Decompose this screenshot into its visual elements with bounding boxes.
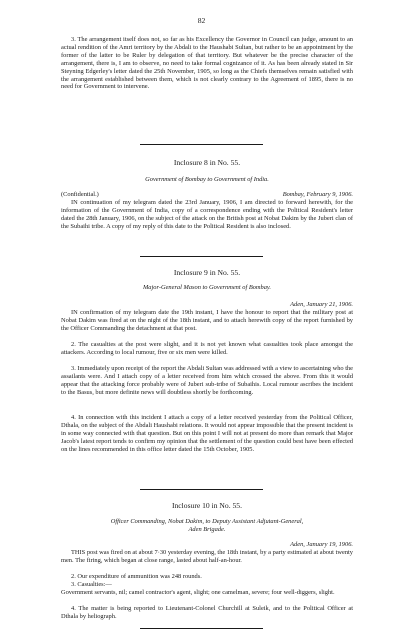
inclosure-9-paragraph-1: IN confirmation of my telegram date the 19th instant, I have the honour to report that the military post at Nobat Dakim was fired at on the night of the 18th instant, and to attach herewith copy of the report furnished by the Officer Commanding the detachment at that post. — [61, 309, 353, 332]
inclosure-10-title: Inclosure 10 in No. 55. — [171, 501, 243, 510]
intro-paragraph: 3. The arrangement itself does not, so far as his Excellency the Governor in Council can judge, amount to an actual rendition of the Amri territory by the Abdali to the Haushabi Sultan, but rather to be an appointment by the former of the latter to be Ruler by delegation of that territory. But whatever be the precise character of the arrangement, there is, I am to observe, no need to take formal cognizance of it. As has been already stated in Sir Steyning Edgerley's letter dated the 25th November, 1905, so long as the Chiefs themselves remain satisfied with the arrangement established between them, which is not clearly contrary to the Agreement of 1895, there is no need for Government to intervene. — [61, 36, 353, 91]
inclosure-9-title: Inclosure 9 in No. 55. — [173, 268, 241, 277]
inclosure-9-paragraph-4: 4. In connection with this incident I attach a copy of a letter received yesterday from the Political Officer, Dthala, on the subject of the Abdali Haushabi relations. It would not appear impossible that the present incident is in some way connected with that question. But on this point I will not at present do more than remark that Major Jacob's latest report tends to confirm my opinion that the settlement of the question could best have been effected on the lines recommended in this office letter dated the 15th October, 1905. — [61, 414, 353, 453]
inclosure-9-subtitle: Major-General Mason to Government of Bombay. — [142, 284, 272, 291]
inclosure-10-subtitle-line-1: Officer Commanding, Nobat Dakim, to Deputy Assistant Adjutant-General, — [110, 518, 304, 525]
inclosure-10-paragraph-4: 4. The matter is being reported to Lieutenant-Colonel Churchill at Suleik, and to the Political Officer at Dthala by heliograph. — [61, 605, 353, 620]
inclosure-10-paragraph-2: 2. Our expenditure of ammunition was 248 rounds. — [71, 573, 202, 580]
inclosure-10-subtitle-line-2: Aden Brigade. — [188, 526, 226, 533]
confidential-note: (Confidential.) — [61, 191, 99, 198]
inclosure-10-dateline: Aden, January 19, 1906. — [290, 541, 353, 548]
inclosure-9-paragraph-2: 2. The casualties at the post were slight, and it is not yet known what casualties took place amongst the attackers. According to local rumour, five or six men were killed. — [61, 341, 353, 356]
section-divider — [140, 144, 263, 145]
inclosure-8-title: Inclosure 8 in No. 55. — [173, 158, 241, 167]
inclosure-9-dateline: Aden, January 21, 1906. — [290, 301, 353, 308]
inclosure-10-paragraph-casualties: Government servants, nil; camel contractor's agent, slight; one camelman, severe; four well-diggers, slight. — [61, 589, 335, 596]
inclosure-8-paragraph: IN continuation of my telegram dated the 23rd January, 1906, I am directed to forward herewith, for the information of the Government of India, copy of a correspondence ending with the Political Resident's letter dated the 28th January, 1906, on the subject of the attack on the British post at Nobat Dakim by the Juberi clan of the Subaihi tribe. A copy of my reply of this date to the Political Resident is also inclosed. — [61, 199, 353, 230]
inclosure-10-paragraph-1: THIS post was fired on at about 7·30 yesterday evening, the 18th instant, by a party estimated at about twenty men. The firing, which began at close range, lasted about half-an-hour. — [61, 549, 353, 564]
inclosure-8-header-row — [61, 191, 353, 199]
inclosure-9-paragraph-3: 3. Immediately upon receipt of the report the Abdali Sultan was addressed with a view to ascertaining who the assailants were. And I attach copy of a letter received from him which crossed the above. From this it would appear that the attacking force probably were of Juberi sub-tribe of Subaihis. Local rumour ascribes the incident to the Basus, but more definite news will doubtless shortly be forthcoming. — [61, 365, 353, 396]
page-number: 82 — [197, 16, 206, 25]
section-divider — [140, 628, 263, 629]
inclosure-10-paragraph-3: 3. Casualties:— — [71, 581, 112, 588]
inclosure-8-subtitle: Government of Bombay to Government of India. — [145, 176, 269, 183]
section-divider — [140, 256, 263, 257]
section-divider — [140, 489, 263, 490]
inclosure-8-dateline: Bombay, February 9, 1906. — [282, 191, 353, 198]
